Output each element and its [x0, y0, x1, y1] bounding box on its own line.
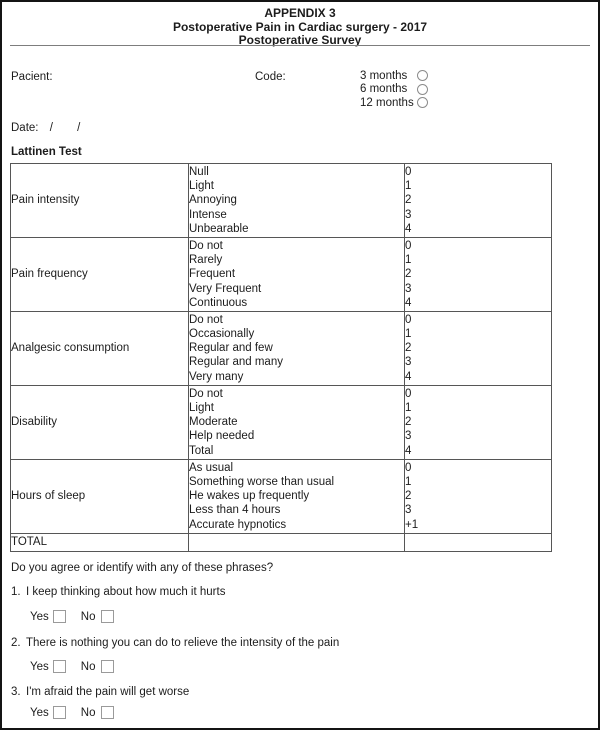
- code-option-3-months: [360, 69, 428, 83]
- document-subtitle: Postoperative Survey: [238, 33, 362, 47]
- descriptor: Help needed: [189, 430, 255, 443]
- question-text: There is nothing you can do to relieve the intensity of the pain: [26, 637, 340, 649]
- descriptor: Rarely: [189, 254, 223, 267]
- question-3: [11, 686, 189, 698]
- score-value: 4: [405, 222, 412, 235]
- score-value: 1: [405, 402, 412, 414]
- score-value: 2: [405, 416, 412, 429]
- descriptor: Light: [189, 180, 214, 193]
- date-separator: /: [49, 122, 53, 134]
- row-pain-intensity: [11, 164, 552, 238]
- descriptor: Do not: [189, 313, 223, 326]
- checkbox-yes-q3[interactable]: [53, 706, 66, 719]
- score-value: 2: [405, 490, 412, 503]
- question-text: I'm afraid the pain will get worse: [26, 686, 190, 698]
- header-divider: [10, 45, 590, 46]
- checkbox-no-q1[interactable]: [101, 610, 114, 623]
- descriptor: Unbearable: [189, 222, 249, 235]
- date-separator: /: [77, 122, 81, 134]
- total-row: [11, 533, 552, 551]
- option-label: 6 months: [360, 83, 408, 96]
- descriptor: Frequent: [189, 268, 236, 281]
- option-label: 3 months: [360, 69, 408, 82]
- score-value: 4: [405, 444, 412, 457]
- page-header: [2, 7, 598, 48]
- radio-3-months[interactable]: [417, 70, 428, 81]
- code-options: [360, 69, 428, 110]
- date-label: Date:: [11, 122, 39, 134]
- row-disability: [11, 385, 552, 459]
- yes-label: Yes: [30, 706, 49, 719]
- no-label: No: [80, 706, 96, 719]
- score-value: 0: [405, 313, 412, 326]
- document-title: Postoperative Pain in Cardiac surgery - 2017: [172, 19, 428, 34]
- category-cell: Pain intensity: [11, 164, 189, 238]
- score-value: 4: [405, 296, 412, 309]
- question-1: [11, 586, 225, 598]
- descriptor: Light: [189, 402, 214, 414]
- question-text: I keep thinking about how much it hurts: [26, 586, 226, 598]
- row-pain-frequency: [11, 237, 552, 311]
- lattinen-table: [10, 163, 552, 552]
- row-hours-of-sleep: [11, 459, 552, 533]
- score-value: 2: [405, 194, 412, 207]
- score-value: 3: [405, 208, 412, 221]
- question-1-answers: [30, 610, 114, 623]
- score-value: 0: [405, 461, 412, 474]
- code-label: Code:: [255, 71, 286, 83]
- descriptor: Regular and few: [189, 342, 273, 355]
- row-analgesic-consumption: [11, 311, 552, 385]
- code-option-12-months: [360, 96, 428, 110]
- score-cell: [405, 459, 552, 533]
- descriptor-cell: [189, 459, 405, 533]
- total-descriptor-cell: [189, 533, 405, 551]
- code-option-6-months: [360, 83, 428, 97]
- question-number: 2.: [11, 637, 21, 649]
- category-cell: Disability: [11, 385, 189, 459]
- descriptor: Do not: [189, 239, 223, 252]
- descriptor: Regular and many: [189, 356, 283, 369]
- score-cell: [405, 164, 552, 238]
- descriptor: Very Frequent: [189, 282, 262, 295]
- total-label: TOTAL: [11, 533, 189, 551]
- score-cell: [405, 311, 552, 385]
- descriptor-cell: [189, 237, 405, 311]
- score-value: 0: [405, 239, 412, 252]
- question-2-answers: [30, 660, 114, 673]
- score-value: 1: [405, 180, 412, 193]
- no-label: No: [80, 610, 96, 623]
- score-value: 1: [405, 328, 412, 341]
- descriptor: Continuous: [189, 296, 248, 309]
- score-value: 2: [405, 342, 412, 355]
- descriptor: Annoying: [189, 194, 237, 207]
- descriptor: Accurate hypnotics: [189, 518, 287, 531]
- checkbox-yes-q1[interactable]: [53, 610, 66, 623]
- score-value: 1: [405, 475, 412, 488]
- date-field: [11, 122, 80, 134]
- descriptor: Intense: [189, 208, 227, 221]
- yes-label: Yes: [30, 660, 49, 673]
- descriptor: As usual: [189, 461, 234, 474]
- question-3-answers: [30, 706, 114, 719]
- checkbox-no-q3[interactable]: [101, 706, 114, 719]
- category-cell: Hours of sleep: [11, 459, 189, 533]
- descriptor: Very many: [189, 370, 244, 383]
- descriptor-cell: [189, 164, 405, 238]
- score-cell: [405, 237, 552, 311]
- score-value: +1: [405, 518, 419, 531]
- score-value: 3: [405, 504, 412, 517]
- descriptor: He wakes up frequently: [189, 490, 310, 503]
- descriptor: Less than 4 hours: [189, 504, 281, 517]
- question-number: 1.: [11, 586, 21, 598]
- category-cell: Analgesic consumption: [11, 311, 189, 385]
- descriptor: Total: [189, 444, 214, 457]
- descriptor: Null: [189, 166, 209, 178]
- questions-intro: Do you agree or identify with any of these phrases?: [11, 562, 274, 574]
- score-value: 2: [405, 268, 412, 281]
- radio-12-months[interactable]: [417, 97, 428, 108]
- score-value: 3: [405, 430, 412, 443]
- checkbox-no-q2[interactable]: [101, 660, 114, 673]
- score-value: 1: [405, 254, 412, 267]
- descriptor-cell: [189, 311, 405, 385]
- score-value: 0: [405, 387, 412, 400]
- descriptor-cell: [189, 385, 405, 459]
- lattinen-test-title: Lattinen Test: [11, 146, 82, 158]
- descriptor: Occasionally: [189, 328, 255, 341]
- total-score-cell: [405, 533, 552, 551]
- category-cell: Pain frequency: [11, 237, 189, 311]
- question-2: [11, 637, 339, 649]
- checkbox-yes-q2[interactable]: [53, 660, 66, 673]
- radio-6-months[interactable]: [417, 84, 428, 95]
- score-value: 0: [405, 166, 412, 178]
- score-cell: [405, 385, 552, 459]
- descriptor: Do not: [189, 387, 223, 400]
- descriptor: Something worse than usual: [189, 475, 335, 488]
- descriptor: Moderate: [189, 416, 238, 429]
- score-value: 3: [405, 282, 412, 295]
- patient-label: Pacient:: [11, 71, 53, 83]
- yes-label: Yes: [30, 610, 49, 623]
- appendix-title: APPENDIX 3: [264, 6, 336, 20]
- question-number: 3.: [11, 686, 21, 698]
- score-value: 3: [405, 356, 412, 369]
- no-label: No: [80, 660, 96, 673]
- score-value: 4: [405, 370, 412, 383]
- option-label: 12 months: [360, 96, 414, 109]
